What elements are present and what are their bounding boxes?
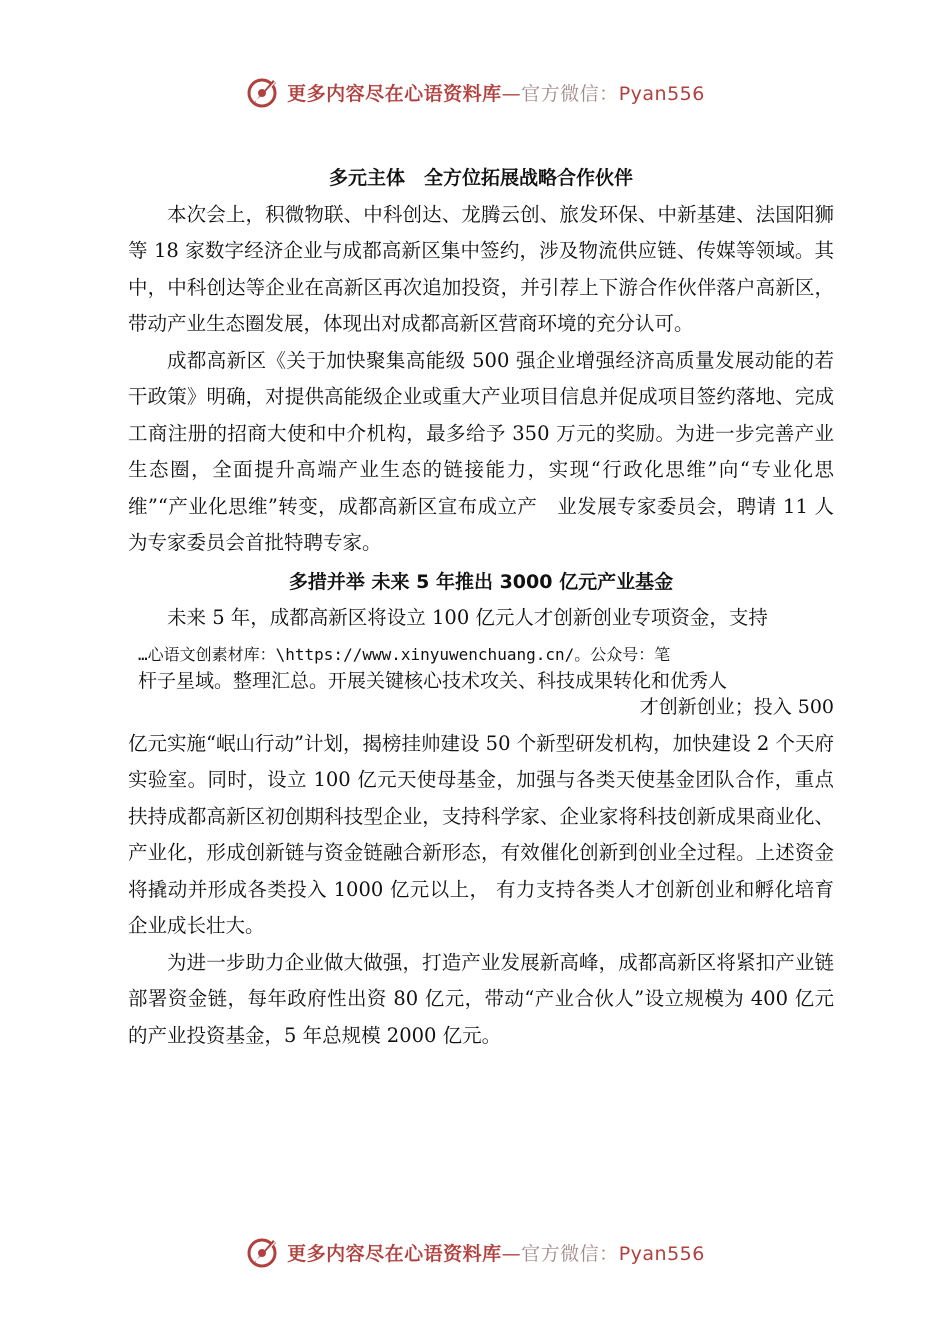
banner-text bbox=[287, 1239, 705, 1266]
banner-wechat-label: 官方微信： bbox=[521, 1242, 619, 1265]
banner-wechat-id: Pyan556 bbox=[618, 1242, 705, 1265]
banner-dash: — bbox=[501, 1242, 522, 1265]
paragraph-talent-fund-start: 未来 5 年，成都高新区将设立 100 亿元人才创新创业专项资金，支持 bbox=[167, 606, 768, 629]
paragraph-signing: 本次会上，积微物联、中科创达、龙腾云创、旅发环保、中新基建、法国阳狮等 18 家数字经济企业与成都高新区集中签约，涉及物流供应链、传媒等领域。其中，中科创达等企业在高新区再次追加投资，并引荐上下游合作伙伴落户高新区，带动产业生态圈发展，体现出对成都高新区营商环境的充分认可。 bbox=[128, 202, 834, 335]
paragraph-policy: 成都高新区《关于加快聚集高能级 500 强企业增强经济高质量发展动能的若干政策》明确，对提供高能级企业或重大产业项目信息并促成项目签约落地、完成工商注册的招商大使和中介机构，最多给予 350 万元的奖励。为进一步完善产业生态圈，全面提升高端产业生态的链接能力，实现“行政化思维”向“专业化思维”“产业化思维”转变，成都高新区宣布成立产 业发展专家委员会，聘请 11 人为专家委员会首批特聘专家。 bbox=[128, 348, 834, 554]
banner-library-text: 更多内容尽在心语资料库 bbox=[287, 1242, 502, 1265]
watermark-overlay bbox=[128, 642, 834, 720]
section-heading-fund: 多措并举 未来 5 年推出 3000 亿元产业基金 bbox=[288, 570, 674, 593]
banner-wechat-id: Pyan556 bbox=[618, 82, 705, 105]
watermark-line-1: …心语文创素材库：\https://www.xinyuwenchuang.cn/。公众号：笔 bbox=[138, 644, 671, 664]
section-heading-partners: 多元主体 全方位拓展战略合作伙伴 bbox=[328, 167, 633, 189]
watermark-line-2: 杆子星域。整理汇总。开展关键核心技术攻关、科技成果转化和优秀人 bbox=[138, 669, 728, 692]
footer-banner bbox=[0, 1230, 950, 1274]
banner-text bbox=[287, 79, 705, 106]
banner-dash: — bbox=[501, 82, 522, 105]
paragraph-industry-fund: 为进一步助力企业做大做强，打造产业发展新高峰，成都高新区将紧扣产业链部署资金链，每年政府性出资 80 亿元，带动“产业合伙人”设立规模为 400 亿元的产业投资基金，5 年总规模 2000 亿元。 bbox=[128, 950, 834, 1047]
header-banner bbox=[0, 70, 950, 114]
banner-library-text: 更多内容尽在心语资料库 bbox=[287, 82, 502, 105]
watermark-line-3: 才创新创业；投入 500 bbox=[639, 695, 834, 718]
article-body bbox=[128, 160, 834, 1054]
banner-wechat-label: 官方微信： bbox=[521, 82, 619, 105]
quill-logo-icon bbox=[245, 1234, 281, 1270]
paragraph-talent-fund-cont: 亿元实施“岷山行动”计划，揭榜挂帅建设 50 个新型研发机构，加快建设 2 个天府实验室。同时，设立 100 亿元天使母基金，加强与各类天使基金团队合作，重点扶持成都高新区初创期科技型企业，支持科学家、企业家将科技创新成果商业化、产业化，形成创新链与资金链融合新形态，有效催化创新到创业全过程。上述资金将撬动并形成各类投入 1000 亿元以上， 有力支持各类人才创新创业和孵化培育企业成长壮大。 bbox=[128, 731, 834, 937]
quill-logo-icon bbox=[245, 74, 281, 110]
